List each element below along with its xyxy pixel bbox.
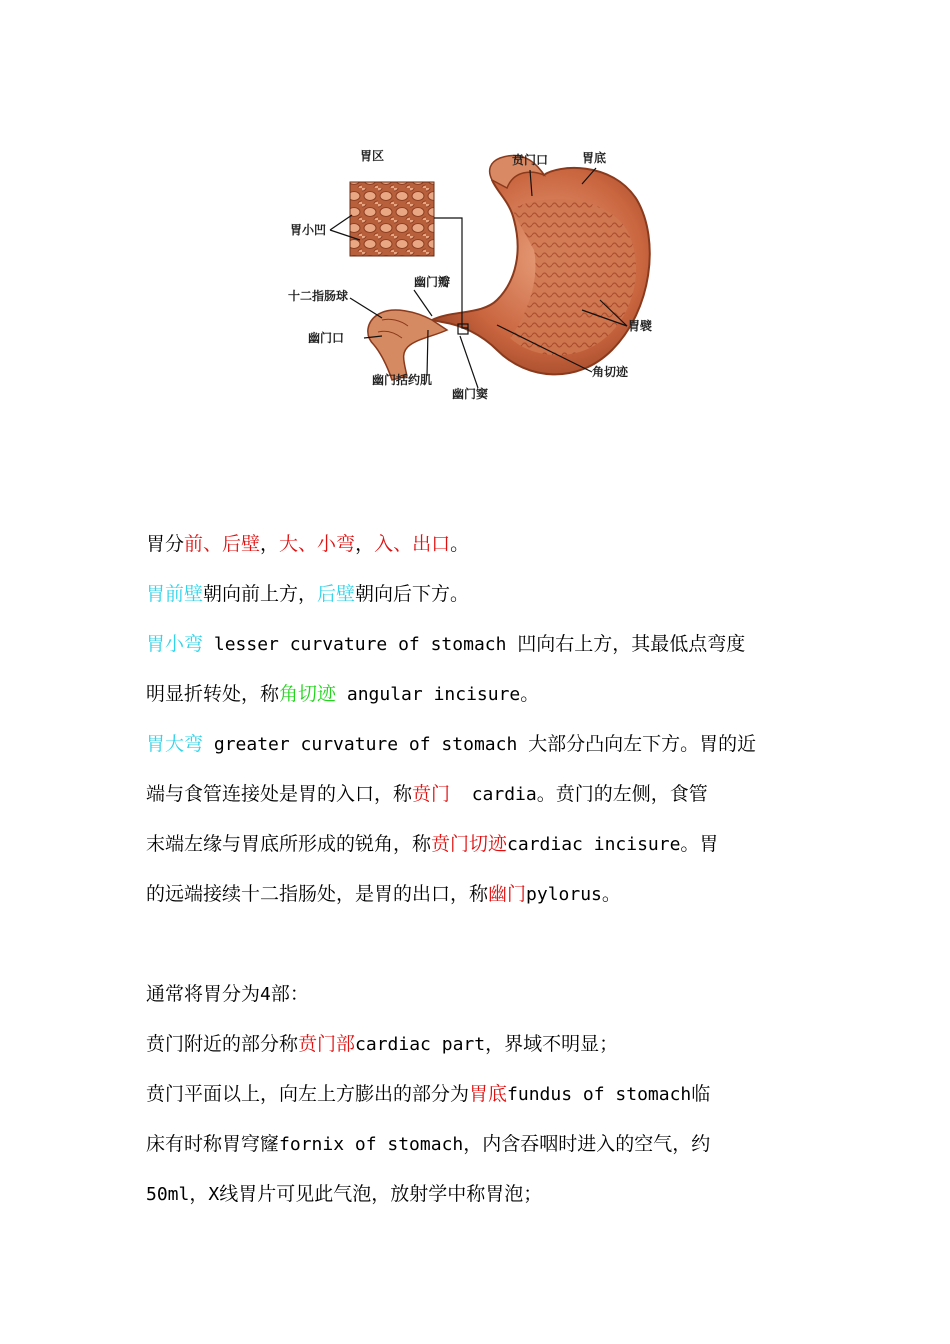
label-weidi: 胃底 xyxy=(582,151,607,165)
label-youmenkuoyueji: 幽门括约肌 xyxy=(372,373,433,387)
label-youmenkou: 幽门口 xyxy=(308,331,345,345)
paragraph-line-11: 贲门平面以上，向左上方膨出的部分为胃底fundus of stomach临 xyxy=(146,1083,711,1105)
label-youmenban: 幽门瓣 xyxy=(414,275,451,289)
label-weizhou: 胃襞 xyxy=(628,319,653,333)
stomach-illustration xyxy=(282,140,668,415)
paragraph-line-9: 通常将胃分为4部： xyxy=(146,983,309,1005)
label-benmenkou: 贲门口 xyxy=(512,153,549,167)
label-shierzhichangqiu: 十二指肠球 xyxy=(288,289,349,303)
paragraph-line-4: 明显折转处，称角切迹 angular incisure。 xyxy=(146,683,540,705)
paragraph-line-7: 末端左缘与胃底所形成的锐角，称贲门切迹cardiac incisure。胃 xyxy=(146,833,719,855)
paragraph-line-10: 贲门附近的部分称贲门部cardiac part，界域不明显； xyxy=(146,1033,619,1055)
paragraph-line-2: 胃前壁朝向前上方，后壁朝向后下方。 xyxy=(146,583,470,605)
paragraph-line-8: 的远端接续十二指肠处，是胃的出口，称幽门pylorus。 xyxy=(146,883,621,905)
label-youmendou: 幽门窦 xyxy=(452,387,489,401)
label-jiaoqieji: 角切迹 xyxy=(592,365,629,379)
stomach-anatomy-figure xyxy=(282,140,668,415)
paragraph-line-5: 胃大弯 greater curvature of stomach 大部分凸向左下方。胃的近 xyxy=(146,733,757,755)
paragraph-line-3: 胃小弯 lesser curvature of stomach 凹向右上方，其最低点弯度 xyxy=(146,633,746,655)
label-weixiaoao: 胃小凹 xyxy=(290,223,327,237)
paragraph-line-12: 床有时称胃穹窿fornix of stomach，内含吞咽时进入的空气，约 xyxy=(146,1133,711,1155)
paragraph-line-1: 胃分前、后壁，大、小弯，入、出口。 xyxy=(146,533,470,555)
paragraph-line-13: 50ml，X线胃片可见此气泡，放射学中称胃泡； xyxy=(146,1183,543,1205)
mucosa-inset xyxy=(350,182,434,256)
paragraph-line-6: 端与食管连接处是胃的入口，称贲门 cardia。贲门的左侧，食管 xyxy=(146,783,708,805)
label-weiqu: 胃区 xyxy=(360,149,385,163)
